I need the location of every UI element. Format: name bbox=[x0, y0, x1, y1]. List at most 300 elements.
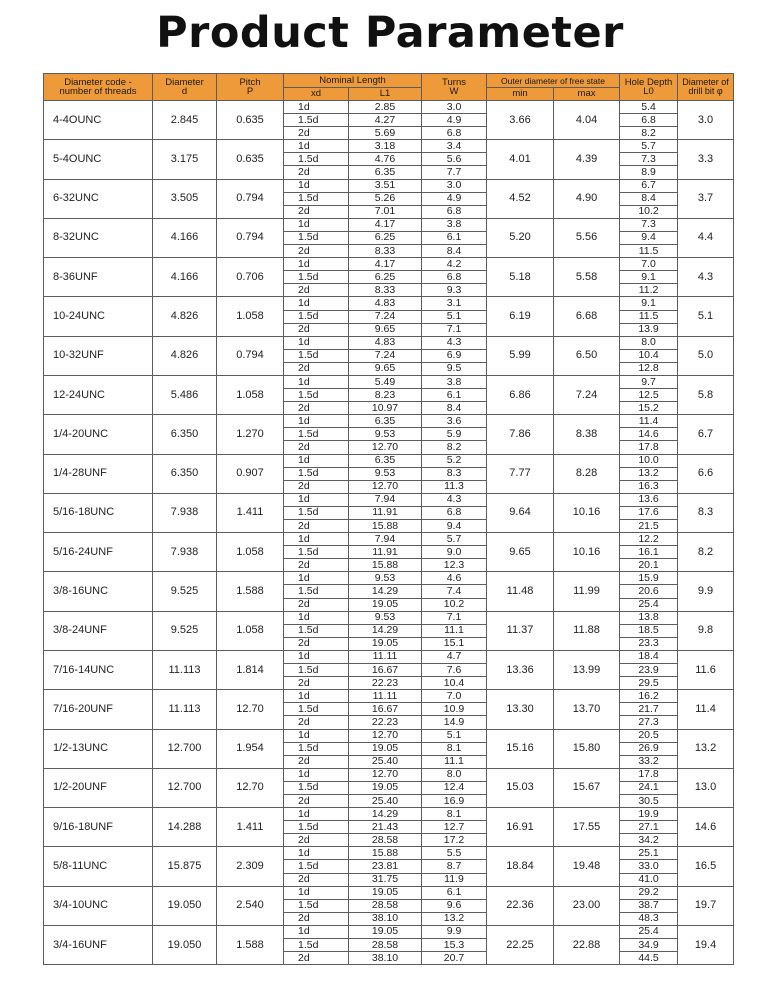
cell-outer-min: 7.86 bbox=[487, 415, 554, 454]
cell-outer-min: 9.65 bbox=[487, 533, 554, 572]
cell-turns: 11.9 bbox=[422, 873, 487, 886]
table-row bbox=[44, 493, 734, 506]
cell-diameter: 9.525 bbox=[153, 572, 217, 611]
cell-l1: 9.53 bbox=[349, 467, 422, 480]
cell-drill-diameter: 9.8 bbox=[678, 611, 734, 650]
cell-hole-depth: 34.9 bbox=[620, 939, 678, 952]
cell-pitch: 2.540 bbox=[217, 886, 284, 925]
cell-drill-diameter: 11.4 bbox=[678, 690, 734, 729]
cell-diameter-code: 1/4-20UNC bbox=[44, 415, 153, 454]
cell-l1: 4.17 bbox=[349, 218, 422, 231]
table-row bbox=[44, 650, 734, 663]
cell-hole-depth: 15.9 bbox=[620, 572, 678, 585]
cell-l1: 4.17 bbox=[349, 258, 422, 271]
cell-outer-min: 5.18 bbox=[487, 258, 554, 297]
cell-outer-max: 19.48 bbox=[554, 847, 620, 886]
cell-l1: 7.94 bbox=[349, 493, 422, 506]
cell-outer-min: 6.19 bbox=[487, 297, 554, 336]
cell-hole-depth: 23.9 bbox=[620, 664, 678, 677]
cell-xd: 1.5d bbox=[284, 467, 349, 480]
cell-turns: 9.9 bbox=[422, 925, 487, 938]
cell-drill-diameter: 19.7 bbox=[678, 886, 734, 925]
cell-outer-min: 4.01 bbox=[487, 140, 554, 179]
cell-l1: 38.10 bbox=[349, 952, 422, 965]
cell-l1: 14.29 bbox=[349, 624, 422, 637]
cell-pitch: 1.058 bbox=[217, 297, 284, 336]
cell-xd: 1d bbox=[284, 611, 349, 624]
cell-turns: 9.0 bbox=[422, 546, 487, 559]
header-pitch: Pitch P bbox=[217, 74, 284, 101]
cell-l1: 11.91 bbox=[349, 546, 422, 559]
table-row bbox=[44, 218, 734, 231]
cell-hole-depth: 11.5 bbox=[620, 245, 678, 258]
cell-xd: 2d bbox=[284, 716, 349, 729]
cell-pitch: 1.411 bbox=[217, 808, 284, 847]
cell-xd: 1d bbox=[284, 454, 349, 467]
cell-pitch: 0.794 bbox=[217, 218, 284, 257]
cell-xd: 1d bbox=[284, 297, 349, 310]
cell-l1: 12.70 bbox=[349, 768, 422, 781]
cell-xd: 2d bbox=[284, 245, 349, 258]
cell-hole-depth: 16.3 bbox=[620, 480, 678, 493]
cell-l1: 8.23 bbox=[349, 389, 422, 402]
cell-hole-depth: 24.1 bbox=[620, 781, 678, 794]
cell-diameter-code: 8-36UNF bbox=[44, 258, 153, 297]
cell-xd: 2d bbox=[284, 952, 349, 965]
cell-outer-min: 5.20 bbox=[487, 218, 554, 257]
cell-diameter-code: 7/16-14UNC bbox=[44, 650, 153, 689]
cell-l1: 9.53 bbox=[349, 611, 422, 624]
cell-diameter: 11.113 bbox=[153, 650, 217, 689]
cell-outer-max: 4.90 bbox=[554, 179, 620, 218]
cell-hole-depth: 12.2 bbox=[620, 533, 678, 546]
cell-xd: 1d bbox=[284, 808, 349, 821]
cell-turns: 3.0 bbox=[422, 101, 487, 114]
cell-turns: 11.1 bbox=[422, 624, 487, 637]
cell-xd: 1d bbox=[284, 375, 349, 388]
cell-turns: 5.5 bbox=[422, 847, 487, 860]
cell-turns: 4.9 bbox=[422, 192, 487, 205]
cell-turns: 17.2 bbox=[422, 834, 487, 847]
cell-drill-diameter: 6.6 bbox=[678, 454, 734, 493]
table-header bbox=[44, 74, 734, 101]
cell-drill-diameter: 9.9 bbox=[678, 572, 734, 611]
cell-diameter: 14.288 bbox=[153, 808, 217, 847]
cell-l1: 25.40 bbox=[349, 755, 422, 768]
cell-outer-max: 17.55 bbox=[554, 808, 620, 847]
cell-hole-depth: 13.2 bbox=[620, 467, 678, 480]
cell-diameter-code: 8-32UNC bbox=[44, 218, 153, 257]
cell-outer-min: 15.16 bbox=[487, 729, 554, 768]
cell-drill-diameter: 19.4 bbox=[678, 925, 734, 964]
cell-l1: 21.43 bbox=[349, 821, 422, 834]
cell-xd: 1d bbox=[284, 729, 349, 742]
cell-xd: 1.5d bbox=[284, 114, 349, 127]
cell-diameter: 7.938 bbox=[153, 493, 217, 532]
cell-l1: 28.58 bbox=[349, 939, 422, 952]
cell-l1: 22.23 bbox=[349, 677, 422, 690]
cell-hole-depth: 27.3 bbox=[620, 716, 678, 729]
cell-hole-depth: 48.3 bbox=[620, 912, 678, 925]
cell-outer-min: 18.84 bbox=[487, 847, 554, 886]
cell-hole-depth: 9.4 bbox=[620, 231, 678, 244]
cell-pitch: 1.058 bbox=[217, 375, 284, 414]
cell-outer-max: 11.88 bbox=[554, 611, 620, 650]
cell-turns: 8.0 bbox=[422, 768, 487, 781]
cell-hole-depth: 26.9 bbox=[620, 742, 678, 755]
cell-xd: 2d bbox=[284, 677, 349, 690]
cell-hole-depth: 7.3 bbox=[620, 218, 678, 231]
cell-turns: 4.2 bbox=[422, 258, 487, 271]
cell-xd: 2d bbox=[284, 755, 349, 768]
cell-turns: 10.9 bbox=[422, 703, 487, 716]
header-max: max bbox=[554, 88, 620, 101]
cell-outer-max: 13.99 bbox=[554, 650, 620, 689]
table-row bbox=[44, 886, 734, 899]
cell-turns: 12.7 bbox=[422, 821, 487, 834]
cell-l1: 4.83 bbox=[349, 336, 422, 349]
cell-xd: 1d bbox=[284, 140, 349, 153]
cell-diameter-code: 4-4OUNC bbox=[44, 101, 153, 140]
cell-turns: 13.2 bbox=[422, 912, 487, 925]
cell-drill-diameter: 13.2 bbox=[678, 729, 734, 768]
cell-hole-depth: 8.0 bbox=[620, 336, 678, 349]
cell-hole-depth: 9.7 bbox=[620, 375, 678, 388]
cell-xd: 1.5d bbox=[284, 506, 349, 519]
cell-outer-min: 16.91 bbox=[487, 808, 554, 847]
cell-turns: 9.6 bbox=[422, 899, 487, 912]
cell-diameter: 4.166 bbox=[153, 258, 217, 297]
table-row bbox=[44, 454, 734, 467]
table-row bbox=[44, 690, 734, 703]
cell-l1: 22.23 bbox=[349, 716, 422, 729]
cell-drill-diameter: 11.6 bbox=[678, 650, 734, 689]
cell-xd: 1d bbox=[284, 533, 349, 546]
cell-xd: 1.5d bbox=[284, 349, 349, 362]
cell-diameter: 3.175 bbox=[153, 140, 217, 179]
cell-l1: 38.10 bbox=[349, 912, 422, 925]
header-nominal-length: Nominal Length bbox=[284, 74, 422, 88]
cell-l1: 5.26 bbox=[349, 192, 422, 205]
cell-turns: 4.7 bbox=[422, 650, 487, 663]
cell-diameter-code: 3/4-10UNC bbox=[44, 886, 153, 925]
cell-diameter: 12.700 bbox=[153, 768, 217, 807]
cell-turns: 12.4 bbox=[422, 781, 487, 794]
cell-outer-min: 6.86 bbox=[487, 375, 554, 414]
cell-hole-depth: 17.8 bbox=[620, 441, 678, 454]
cell-xd: 1d bbox=[284, 493, 349, 506]
cell-turns: 6.8 bbox=[422, 506, 487, 519]
cell-diameter: 19.050 bbox=[153, 925, 217, 964]
cell-diameter-code: 10-32UNF bbox=[44, 336, 153, 375]
cell-l1: 11.91 bbox=[349, 506, 422, 519]
cell-l1: 8.33 bbox=[349, 284, 422, 297]
cell-l1: 6.25 bbox=[349, 231, 422, 244]
cell-outer-max: 5.58 bbox=[554, 258, 620, 297]
cell-hole-depth: 11.2 bbox=[620, 284, 678, 297]
cell-xd: 1.5d bbox=[284, 271, 349, 284]
cell-turns: 8.4 bbox=[422, 402, 487, 415]
cell-turns: 8.7 bbox=[422, 860, 487, 873]
cell-turns: 3.6 bbox=[422, 415, 487, 428]
cell-outer-min: 15.03 bbox=[487, 768, 554, 807]
cell-hole-depth: 21.7 bbox=[620, 703, 678, 716]
cell-hole-depth: 41.0 bbox=[620, 873, 678, 886]
cell-outer-max: 7.24 bbox=[554, 375, 620, 414]
cell-l1: 19.05 bbox=[349, 742, 422, 755]
cell-l1: 19.05 bbox=[349, 886, 422, 899]
cell-xd: 1d bbox=[284, 179, 349, 192]
cell-xd: 2d bbox=[284, 912, 349, 925]
cell-xd: 1d bbox=[284, 572, 349, 585]
header-min: min bbox=[487, 88, 554, 101]
cell-turns: 14.9 bbox=[422, 716, 487, 729]
cell-drill-diameter: 8.3 bbox=[678, 493, 734, 532]
cell-outer-max: 23.00 bbox=[554, 886, 620, 925]
parameter-table bbox=[43, 73, 734, 965]
cell-hole-depth: 7.0 bbox=[620, 258, 678, 271]
cell-hole-depth: 20.6 bbox=[620, 585, 678, 598]
cell-hole-depth: 16.1 bbox=[620, 546, 678, 559]
cell-l1: 25.40 bbox=[349, 794, 422, 807]
cell-hole-depth: 20.5 bbox=[620, 729, 678, 742]
cell-xd: 1d bbox=[284, 768, 349, 781]
cell-hole-depth: 13.9 bbox=[620, 323, 678, 336]
cell-pitch: 12.70 bbox=[217, 768, 284, 807]
cell-l1: 14.29 bbox=[349, 585, 422, 598]
cell-hole-depth: 11.5 bbox=[620, 310, 678, 323]
cell-diameter-code: 9/16-18UNF bbox=[44, 808, 153, 847]
table-row bbox=[44, 925, 734, 938]
cell-outer-min: 22.36 bbox=[487, 886, 554, 925]
cell-diameter: 6.350 bbox=[153, 454, 217, 493]
cell-turns: 12.3 bbox=[422, 559, 487, 572]
cell-hole-depth: 10.4 bbox=[620, 349, 678, 362]
cell-hole-depth: 19.9 bbox=[620, 808, 678, 821]
cell-turns: 8.3 bbox=[422, 467, 487, 480]
cell-xd: 1.5d bbox=[284, 428, 349, 441]
table-row bbox=[44, 808, 734, 821]
cell-drill-diameter: 4.3 bbox=[678, 258, 734, 297]
cell-diameter-code: 7/16-20UNF bbox=[44, 690, 153, 729]
cell-hole-depth: 8.9 bbox=[620, 166, 678, 179]
cell-turns: 9.3 bbox=[422, 284, 487, 297]
cell-outer-min: 11.37 bbox=[487, 611, 554, 650]
cell-l1: 11.11 bbox=[349, 650, 422, 663]
cell-xd: 1.5d bbox=[284, 899, 349, 912]
header-diameter: Diameter d bbox=[153, 74, 217, 101]
cell-l1: 6.35 bbox=[349, 415, 422, 428]
cell-diameter-code: 5/16-18UNC bbox=[44, 493, 153, 532]
table-row bbox=[44, 179, 734, 192]
cell-l1: 3.51 bbox=[349, 179, 422, 192]
header-xd: xd bbox=[284, 88, 349, 101]
cell-turns: 5.6 bbox=[422, 153, 487, 166]
cell-turns: 3.8 bbox=[422, 375, 487, 388]
cell-hole-depth: 27.1 bbox=[620, 821, 678, 834]
cell-xd: 1d bbox=[284, 336, 349, 349]
cell-outer-min: 7.77 bbox=[487, 454, 554, 493]
cell-drill-diameter: 3.7 bbox=[678, 179, 734, 218]
cell-xd: 2d bbox=[284, 873, 349, 886]
cell-xd: 2d bbox=[284, 362, 349, 375]
cell-l1: 4.83 bbox=[349, 297, 422, 310]
cell-turns: 8.1 bbox=[422, 742, 487, 755]
cell-hole-depth: 14.6 bbox=[620, 428, 678, 441]
cell-xd: 1d bbox=[284, 925, 349, 938]
cell-diameter: 11.113 bbox=[153, 690, 217, 729]
cell-pitch: 0.794 bbox=[217, 179, 284, 218]
cell-outer-min: 22.25 bbox=[487, 925, 554, 964]
header-diameter-code: Diameter code - number of threads bbox=[44, 74, 153, 101]
table-row bbox=[44, 572, 734, 585]
cell-l1: 9.65 bbox=[349, 323, 422, 336]
cell-hole-depth: 25.4 bbox=[620, 598, 678, 611]
cell-l1: 8.33 bbox=[349, 245, 422, 258]
cell-turns: 4.9 bbox=[422, 114, 487, 127]
table-row bbox=[44, 768, 734, 781]
cell-l1: 31.75 bbox=[349, 873, 422, 886]
cell-xd: 1.5d bbox=[284, 310, 349, 323]
cell-pitch: 1.058 bbox=[217, 611, 284, 650]
cell-xd: 1.5d bbox=[284, 703, 349, 716]
cell-hole-depth: 8.4 bbox=[620, 192, 678, 205]
cell-l1: 2.85 bbox=[349, 101, 422, 114]
cell-diameter: 3.505 bbox=[153, 179, 217, 218]
cell-pitch: 0.635 bbox=[217, 140, 284, 179]
cell-hole-depth: 33.2 bbox=[620, 755, 678, 768]
cell-l1: 15.88 bbox=[349, 847, 422, 860]
cell-diameter: 4.826 bbox=[153, 336, 217, 375]
cell-xd: 2d bbox=[284, 520, 349, 533]
cell-l1: 14.29 bbox=[349, 808, 422, 821]
cell-outer-max: 8.28 bbox=[554, 454, 620, 493]
cell-outer-max: 8.38 bbox=[554, 415, 620, 454]
cell-l1: 6.35 bbox=[349, 454, 422, 467]
cell-xd: 1.5d bbox=[284, 781, 349, 794]
cell-diameter-code: 5-4OUNC bbox=[44, 140, 153, 179]
cell-turns: 4.3 bbox=[422, 493, 487, 506]
cell-diameter: 6.350 bbox=[153, 415, 217, 454]
cell-hole-depth: 29.5 bbox=[620, 677, 678, 690]
cell-xd: 1.5d bbox=[284, 860, 349, 873]
page-title: Product Parameter bbox=[156, 8, 624, 58]
cell-pitch: 1.411 bbox=[217, 493, 284, 532]
table-row bbox=[44, 101, 734, 114]
cell-turns: 20.7 bbox=[422, 952, 487, 965]
cell-l1: 12.70 bbox=[349, 441, 422, 454]
cell-hole-depth: 16.2 bbox=[620, 690, 678, 703]
cell-l1: 3.18 bbox=[349, 140, 422, 153]
cell-xd: 2d bbox=[284, 402, 349, 415]
cell-hole-depth: 6.7 bbox=[620, 179, 678, 192]
cell-diameter: 4.166 bbox=[153, 218, 217, 257]
cell-hole-depth: 18.4 bbox=[620, 650, 678, 663]
cell-turns: 9.4 bbox=[422, 520, 487, 533]
cell-drill-diameter: 4.4 bbox=[678, 218, 734, 257]
cell-drill-diameter: 3.3 bbox=[678, 140, 734, 179]
cell-turns: 7.1 bbox=[422, 611, 487, 624]
cell-turns: 6.1 bbox=[422, 231, 487, 244]
cell-pitch: 1.588 bbox=[217, 925, 284, 964]
cell-hole-depth: 6.8 bbox=[620, 114, 678, 127]
cell-outer-max: 4.04 bbox=[554, 101, 620, 140]
cell-turns: 5.2 bbox=[422, 454, 487, 467]
cell-pitch: 0.706 bbox=[217, 258, 284, 297]
cell-turns: 8.2 bbox=[422, 441, 487, 454]
cell-drill-diameter: 5.1 bbox=[678, 297, 734, 336]
cell-outer-max: 15.80 bbox=[554, 729, 620, 768]
cell-turns: 6.8 bbox=[422, 205, 487, 218]
cell-drill-diameter: 5.8 bbox=[678, 375, 734, 414]
cell-hole-depth: 33.0 bbox=[620, 860, 678, 873]
cell-hole-depth: 21.5 bbox=[620, 520, 678, 533]
cell-diameter: 7.938 bbox=[153, 533, 217, 572]
header-hole-depth: Hole Depth L0 bbox=[620, 74, 678, 101]
cell-l1: 7.24 bbox=[349, 349, 422, 362]
cell-pitch: 1.954 bbox=[217, 729, 284, 768]
cell-turns: 5.1 bbox=[422, 729, 487, 742]
cell-xd: 2d bbox=[284, 323, 349, 336]
cell-outer-min: 5.99 bbox=[487, 336, 554, 375]
cell-l1: 15.88 bbox=[349, 520, 422, 533]
cell-hole-depth: 30.5 bbox=[620, 794, 678, 807]
cell-xd: 2d bbox=[284, 834, 349, 847]
cell-l1: 12.70 bbox=[349, 729, 422, 742]
cell-turns: 16.9 bbox=[422, 794, 487, 807]
cell-pitch: 1.270 bbox=[217, 415, 284, 454]
cell-l1: 28.58 bbox=[349, 834, 422, 847]
cell-drill-diameter: 8.2 bbox=[678, 533, 734, 572]
cell-outer-max: 10.16 bbox=[554, 493, 620, 532]
cell-l1: 9.53 bbox=[349, 572, 422, 585]
table-row bbox=[44, 729, 734, 742]
cell-l1: 6.25 bbox=[349, 271, 422, 284]
cell-hole-depth: 5.7 bbox=[620, 140, 678, 153]
cell-outer-max: 22.88 bbox=[554, 925, 620, 964]
cell-hole-depth: 9.1 bbox=[620, 297, 678, 310]
cell-l1: 4.76 bbox=[349, 153, 422, 166]
cell-xd: 1d bbox=[284, 218, 349, 231]
cell-xd: 2d bbox=[284, 284, 349, 297]
cell-turns: 3.4 bbox=[422, 140, 487, 153]
cell-l1: 6.35 bbox=[349, 166, 422, 179]
cell-hole-depth: 17.8 bbox=[620, 768, 678, 781]
cell-turns: 3.1 bbox=[422, 297, 487, 310]
header-turns: Turns W bbox=[422, 74, 487, 101]
cell-xd: 1d bbox=[284, 650, 349, 663]
cell-l1: 4.27 bbox=[349, 114, 422, 127]
cell-outer-min: 9.64 bbox=[487, 493, 554, 532]
cell-xd: 1.5d bbox=[284, 231, 349, 244]
cell-hole-depth: 8.2 bbox=[620, 127, 678, 140]
cell-turns: 6.8 bbox=[422, 271, 487, 284]
cell-drill-diameter: 14.6 bbox=[678, 808, 734, 847]
cell-turns: 5.1 bbox=[422, 310, 487, 323]
cell-turns: 10.2 bbox=[422, 598, 487, 611]
cell-xd: 2d bbox=[284, 127, 349, 140]
cell-diameter-code: 1/2-20UNF bbox=[44, 768, 153, 807]
table-row bbox=[44, 847, 734, 860]
cell-turns: 6.9 bbox=[422, 349, 487, 362]
cell-outer-max: 6.50 bbox=[554, 336, 620, 375]
cell-hole-depth: 13.8 bbox=[620, 611, 678, 624]
cell-xd: 1.5d bbox=[284, 153, 349, 166]
cell-outer-max: 15.67 bbox=[554, 768, 620, 807]
cell-drill-diameter: 5.0 bbox=[678, 336, 734, 375]
cell-pitch: 0.794 bbox=[217, 336, 284, 375]
cell-xd: 1.5d bbox=[284, 821, 349, 834]
